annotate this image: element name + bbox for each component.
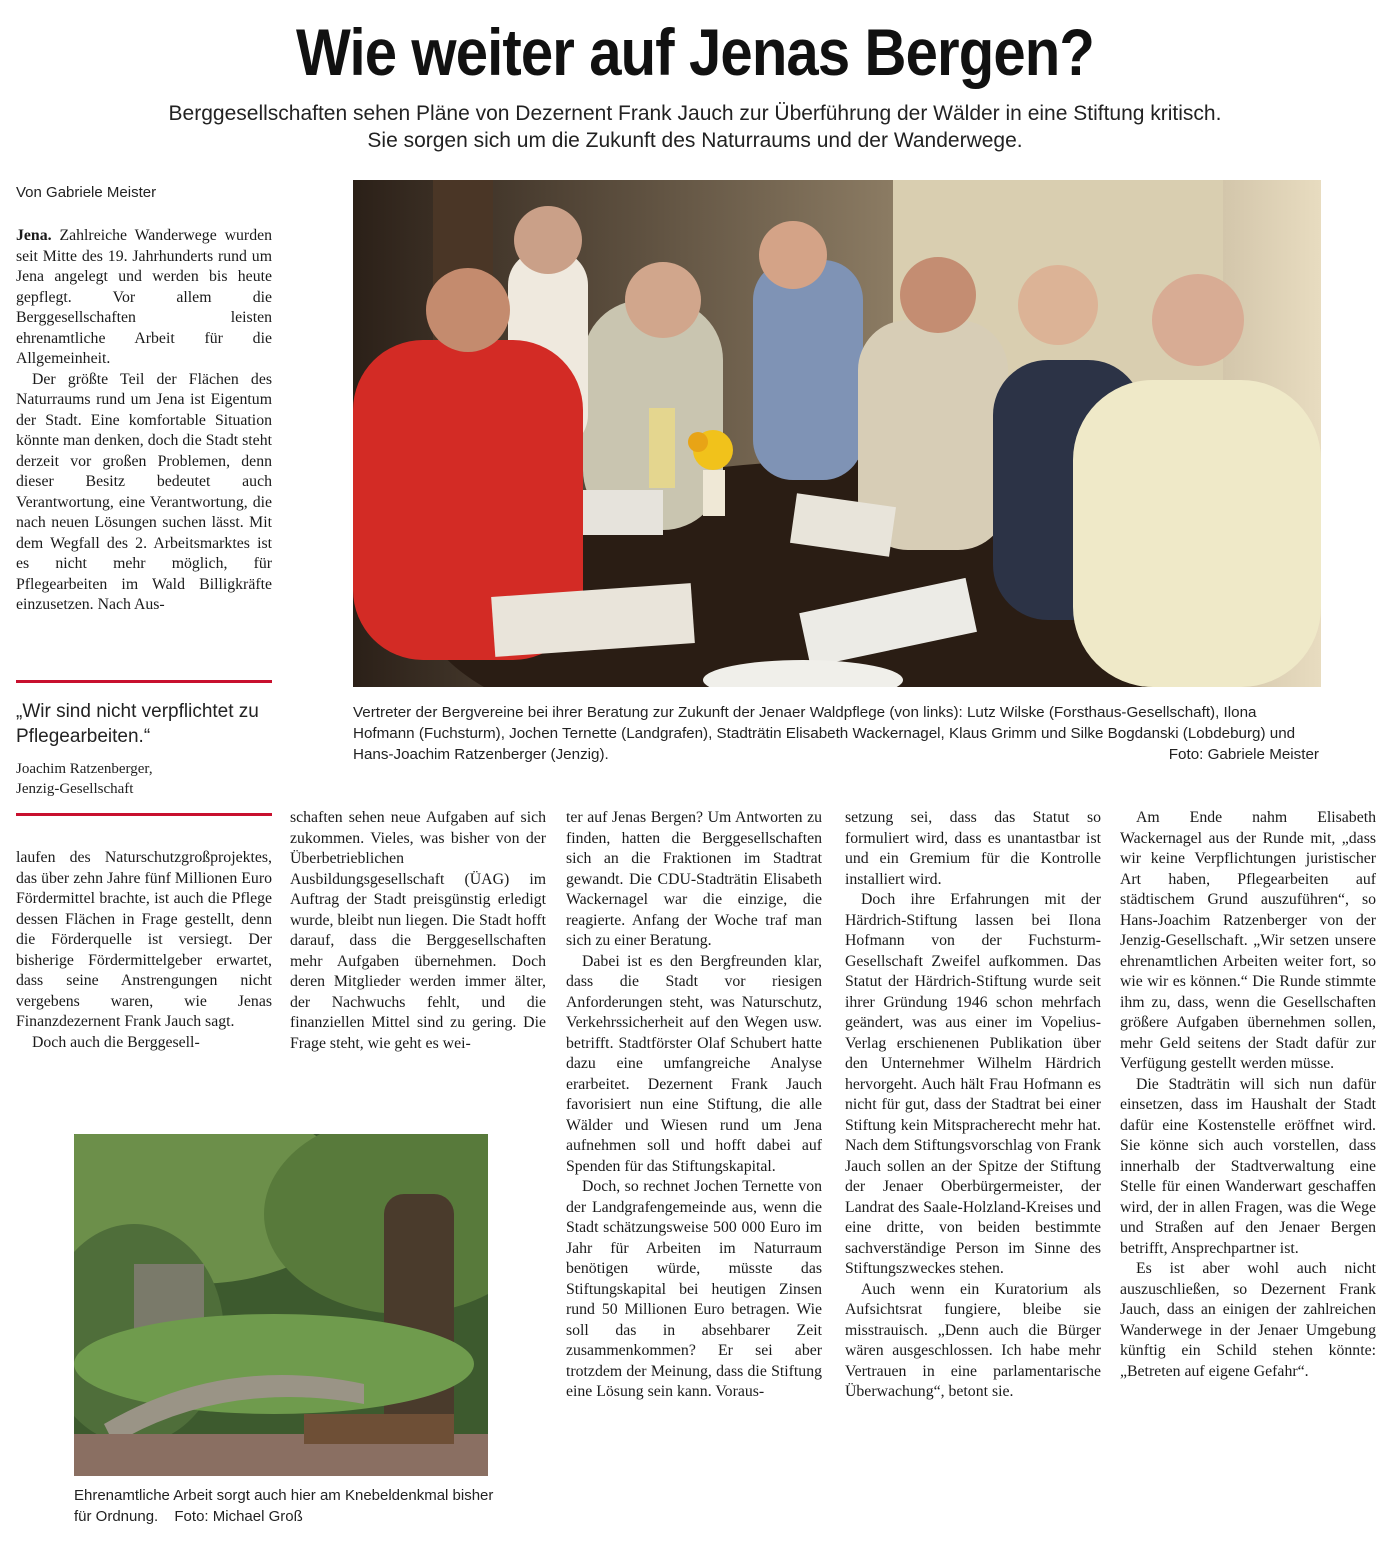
main-photo-credit: Foto: Gabriele Meister (1168, 746, 1319, 763)
paragraph: Es ist aber wohl auch nicht auszuschließen, so Dezernent Frank Jauch, dass an einigen der zahlreichen Wanderwege in der Jenaer Umgebung künftig ein Schild stehen könnte: „Betreten auf eigene Gefahr“. (1120, 1260, 1376, 1380)
subheadline-line: Sie sorgen sich um die Zukunft des Naturraums und der Wanderwege. (367, 129, 1023, 152)
pull-quote-author (16, 759, 272, 799)
column-1-bottom (16, 848, 272, 1053)
paragraph: Auch wenn ein Kuratorium als Aufsichtsrat fungiere, bleibe sie misstrauisch. „Denn auch die Bürger wären ausgeschlossen. Ich habe mehr Vertrauen in eine parlamentarische Überwachung“, betont sie. (845, 1280, 1101, 1400)
paragraph: Die Stadträtin will sich nun dafür einsetzen, dass im Haushalt der Stadt dafür eine Kostenstelle eröffnet wird. Sie könne sich auch vorstellen, dass innerhalb der Stadtverwaltung eine Stelle für einen Wanderwart geschaffen wird, der in allen Fragen, was die Wege und Straßen auf den Jenaer Bergen betrifft, Ansprechpartner ist. (1120, 1075, 1376, 1257)
small-photo-image (74, 1134, 488, 1476)
paragraph (16, 226, 272, 370)
subheadline (20, 100, 1370, 154)
pull-quote-rule-bottom (16, 813, 272, 816)
paragraph: setzung sei, dass das Statut so formuliert wird, dass es unantastbar ist und ein Gremium für die Kontrolle installiert wird. (845, 809, 1101, 888)
main-photo (353, 180, 1321, 687)
main-photo-image (353, 180, 1321, 687)
byline: Von Gabriele Meister (16, 184, 157, 201)
column-2 (290, 808, 546, 1054)
main-photo-caption (353, 702, 1319, 765)
pull-quote-text: „Wir sind nicht verpflichtet zu Pflegearbeiten.“ (16, 701, 259, 747)
column-4 (845, 808, 1101, 1403)
small-photo-credit: Foto: Michael Groß (174, 1507, 303, 1525)
paragraph: Am Ende nahm Elisabeth Wackernagel aus der Runde mit, „dass wir keine Verpflichtungen juristischer Art haben, Pflegearbeiten auf städtischem Grund auszuführen“, so Hans-Joachim Ratzenberger von der Jenzig-Gesellschaft. „Wir setzen unsere ehrenamtlichen Arbeiten weiter fort, so wie wir es können.“ Die Runde stimmte ihm zu, dass, wenn die Gesellschaften größere Aufgaben übernehmen sollen, mehr Geld seitens der Stadt dafür zur Verfügung gestellt werden müsse. (1120, 809, 1376, 1072)
pull-quote (16, 680, 272, 816)
small-photo-caption-text: Ehrenamtliche Arbeit sorgt auch hier am Knebeldenkmal bisher für Ordnung. (74, 1487, 494, 1525)
paragraph: Der größte Teil der Flächen des Naturraums rund um Jena ist Eigentum der Stadt. Eine komfortable Situation könnte man denken, doch die Stadt steht derzeit vor großen Problemen, denn dieser Besitz bedeutet auch Verantwortung, eine Verantwortung, die nach neuen Lösungen suchen lässt. Mit dem Wegfall des 2. Arbeitsmarktes ist es nicht mehr möglich, für Pflegearbeiten im Wald Billigkräfte einzusetzen. Nach Aus- (16, 370, 272, 613)
paragraph: Doch ihre Erfahrungen mit der Härdrich-Stiftung lassen bei Ilona Hofmann von der Fuchsturm-Gesellschaft Zweifel aufkommen. Das Statut der Härdrich-Stiftung wurde seit ihrer Gründung 1946 schon mehrfach geändert, was aus einer im Vopelius-Verlag erschienenen Publikation über den Unternehmer Wilhelm Härdrich hervorgeht. Auch hält Frau Hofmann es nicht für gut, dass der Stadtrat bei einer Stiftung kein Mitspracherecht mehr hat. Nach dem Stiftungsvorschlag von Frank Jauch sollen an der Spitze der Stiftung der Jenaer Oberbürgermeister, der Landrat des Saale-Holzland-Kreises und eine dritte, von beiden bestimmte sachverständige Person im Sinne des Stiftungszweckes stehen. (845, 891, 1101, 1277)
main-photo-caption-text: Vertreter der Bergvereine bei ihrer Beratung zur Zukunft der Jenaer Waldpflege (von links): Lutz Wilske (Forsthaus-Gesellschaft), Ilona Hofmann (Fuchsturm), Jochen Ternette (Landgrafen), Stadträtin Elisabeth Wackernagel, Klaus Grimm und Silke Bogdanski (Lobdeburg) und Hans-Joachim Ratzenberger (Jenzig). (353, 704, 1296, 763)
column-3 (566, 808, 822, 1403)
paragraph: schaften sehen neue Aufgaben auf sich zukommen. Vieles, was bisher von der Überbetrieblichen Ausbildungsgesellschaft (ÜAG) im Auftrag der Stadt preisgünstig erledigt wurde, bleibt nun liegen. Die Stadt hofft darauf, dass die Berggesellschaften mehr Aufgaben übernehmen. Doch deren Mitglieder werden immer älter, der Nachwuchs fehlt, und die finanziellen Mittel sind zu gering. Die Frage steht, wie geht es wei- (290, 809, 546, 1052)
paragraph: ter auf Jenas Bergen? Um Antworten zu finden, hatten die Berggesellschaften sich an die Fraktionen im Stadtrat gewandt. Die CDU-Stadträtin Elisabeth Wackernagel war die einzige, die reagierte. Anfang der Woche traf man sich zu einer Beratung. (566, 809, 822, 949)
small-photo-caption (74, 1486, 494, 1527)
paragraph-text: Zahlreiche Wanderwege wurden seit Mitte des 19. Jahrhunderts rund um Jena angelegt und werden bis heute gepflegt. Vor allem die Berggesellschaften leisten ehrenamtliche Arbeit für die Allgemeinheit. (16, 227, 273, 367)
pull-quote-author-org: Jenzig-Gesellschaft (16, 781, 134, 797)
pull-quote-rule-top (16, 680, 272, 683)
pull-quote-author-name: Joachim Ratzenberger, (16, 761, 153, 777)
column-1-top (16, 226, 272, 616)
column-5 (1120, 808, 1376, 1382)
headline: Wie weiter auf Jenas Bergen? (296, 15, 1094, 89)
small-photo (74, 1134, 488, 1476)
paragraph: Dabei ist es den Bergfreunden klar, dass die Stadt vor riesigen Anforderungen steht, was Naturschutz, Verkehrssicherheit auf den Wegen usw. betrifft. Stadtförster Olaf Schubert hatte dazu eine umfangreiche Analyse erarbeitet. Dezernent Frank Jauch favorisiert nun eine Stiftung, die alle Wälder und Wiesen rund um Jena aufnehmen soll und hofft dabei auf Spenden für das Stiftungskapital. (566, 952, 822, 1175)
paragraph: Doch auch die Berggesell- (32, 1033, 200, 1051)
subheadline-line: Berggesellschaften sehen Pläne von Dezernent Frank Jauch zur Überführung der Wälder in eine Stiftung kritisch. (168, 102, 1222, 125)
dateline: Jena. (16, 227, 52, 244)
paragraph: laufen des Naturschutzgroßprojektes, das über zehn Jahre fünf Millionen Euro Fördermittel brachte, ist auch die Pflege dessen Flächen in Frage gestellt, denn die Förderquelle ist versiegt. Der bisherige Fördermittelgeber erwartet, dass seine Anstrengungen nicht vergebens waren, wie Jenas Finanzdezernent Frank Jauch sagt. (16, 849, 272, 1030)
paragraph: Doch, so rechnet Jochen Ternette von der Landgrafengemeinde aus, wenn die Stadt schätzungsweise 500 000 Euro im Jahr für Arbeiten im Naturraum benötigen würde, müsste das Stiftungskapital bei heutigen Zinsen rund 50 Millionen Euro betragen. Wie soll das in absehbarer Zeit zusammenkommen? Er sei aber trotzdem der Meinung, dass die Stiftung eine Lösung sein kann. Voraus- (566, 1178, 822, 1400)
